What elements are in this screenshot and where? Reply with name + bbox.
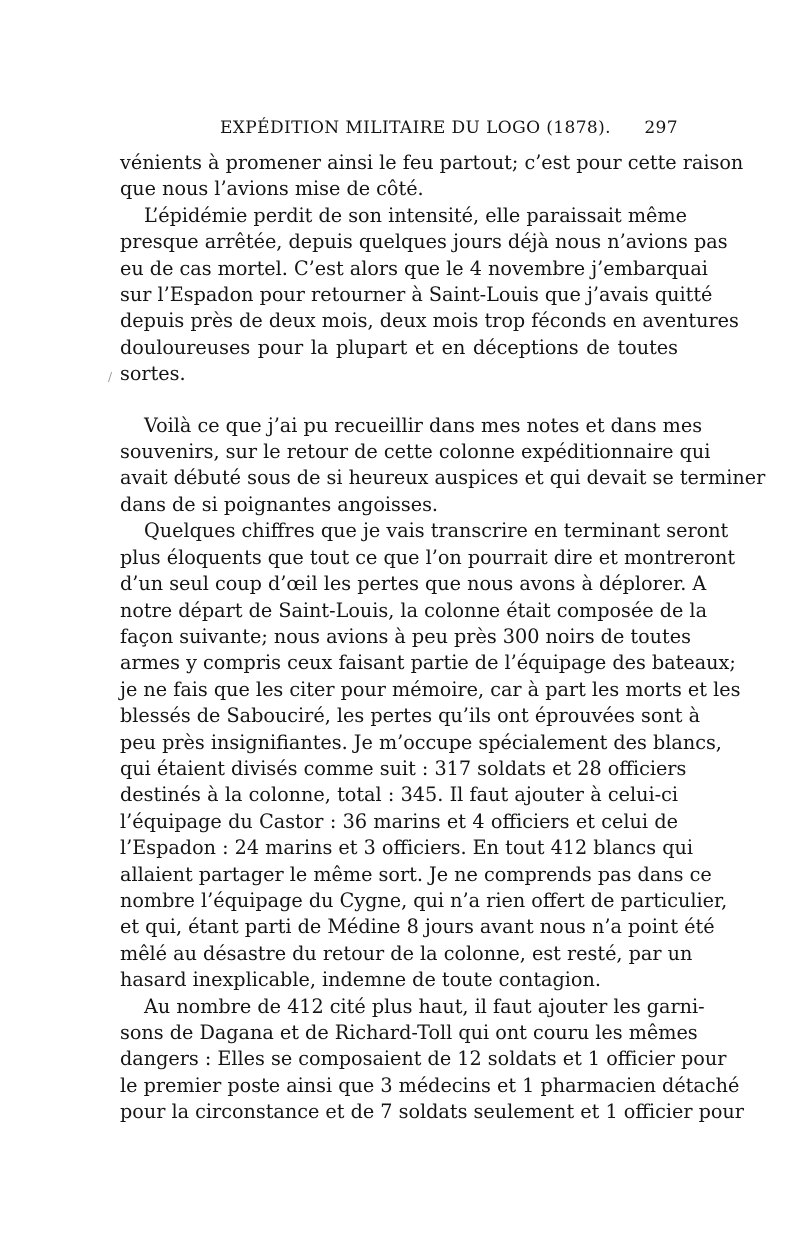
text-line: le premier poste ainsi que 3 médecins et 1 pharmacien détaché <box>120 1073 740 1097</box>
text-line: blessés de Sabouciré, les pertes qu’ils ont éprouvées sont à <box>120 704 701 728</box>
text-line: avait débuté sous de si heureux auspices et qui devait se terminer <box>120 466 766 490</box>
text-line: douloureuses pour la plupart et en déceptions de toutes <box>120 335 678 359</box>
text-line: l’équipage du Castor : 36 marins et 4 officiers et celui de <box>120 809 678 833</box>
paragraph <box>120 518 741 993</box>
text-line: d’un seul coup d’œil les pertes que nous avons à déplorer. A <box>120 572 707 596</box>
text-line: Quelques chiffres que je vais transcrire en terminant seront <box>144 519 729 543</box>
text-line: que nous l’avions mise de côté. <box>120 177 424 201</box>
text-line: Au nombre de 412 cité plus haut, il faut ajouter les garni- <box>144 994 705 1018</box>
text-line: peu près insignifiantes. Je m’occupe spécialement des blancs, <box>120 730 722 754</box>
text-line: dans de si poignantes angoisses. <box>120 492 439 516</box>
paragraph <box>120 413 766 519</box>
text-line: allaient partager le même sort. Je ne comprends pas dans ce <box>120 862 712 886</box>
text-line: Voilà ce que j’ai pu recueillir dans mes notes et dans mes <box>144 413 703 437</box>
text-line: hasard inexplicable, indemne de toute contagion. <box>120 968 601 992</box>
text-line: depuis près de deux mois, deux mois trop féconds en aventures <box>120 309 739 333</box>
body-text <box>120 150 766 1126</box>
text-line: destinés à la colonne, total : 345. Il faut ajouter à celui-ci <box>120 783 678 807</box>
text-line: L’épidémie perdit de son intensité, elle paraissait même <box>144 203 687 227</box>
running-title: EXPÉDITION MILITAIRE DU LOGO (1878). <box>220 118 611 138</box>
text-line: sur l’Espadon pour retourner à Saint-Louis que j’avais quitté <box>120 283 713 307</box>
text-line: sons de Dagana et de Richard-Toll qui ont couru les mêmes <box>120 1021 698 1044</box>
text-line: plus éloquents que tout ce que l’on pourrait dire et montreront <box>120 545 736 569</box>
text-line: dangers : Elles se composaient de 12 soldats et 1 officier pour <box>120 1047 727 1071</box>
text-line: l’Espadon : 24 marins et 3 officiers. En tout 412 blancs qui <box>120 836 693 860</box>
page-number: 297 <box>644 118 678 138</box>
text-line: eu de cas mortel. C’est alors que le 4 novembre j’embarquai <box>120 256 708 280</box>
paragraph-gap <box>120 388 678 413</box>
text-line: je ne fais que les citer pour mémoire, car à part les morts et les <box>120 677 741 701</box>
page-header <box>120 118 678 140</box>
text-line: mêlé au désastre du retour de la colonne, est resté, par un <box>120 941 693 965</box>
paragraph <box>120 203 739 388</box>
paragraph <box>120 150 744 203</box>
text-line: façon suivante; nous avions à peu près 300 noirs de toutes <box>120 624 691 648</box>
text-line: presque arrêtée, depuis quelques jours déjà nous n’avions pas <box>120 230 728 254</box>
text-line: notre départ de Saint-Louis, la colonne était composée de la <box>120 598 708 622</box>
text-line: pour la circonstance et de 7 soldats seulement et 1 officier pour <box>120 1100 744 1124</box>
text-line: et qui, étant parti de Médine 8 jours avant nous n’a point été <box>120 915 715 939</box>
text-line: vénients à promener ainsi le feu partout; c’est pour cette raison <box>120 151 744 174</box>
paragraph <box>120 994 744 1126</box>
margin-mark: / <box>108 370 113 384</box>
text-line: armes y compris ceux faisant partie de l’équipage des bateaux; <box>120 651 736 675</box>
text-line: nombre l’équipage du Cygne, qui n’a rien offert de particulier, <box>120 888 728 912</box>
text-line: sortes. <box>120 362 186 386</box>
text-line: souvenirs, sur le retour de cette colonne expéditionnaire qui <box>120 440 711 464</box>
text-line: qui étaient divisés comme suit : 317 soldats et 28 officiers <box>120 756 687 780</box>
